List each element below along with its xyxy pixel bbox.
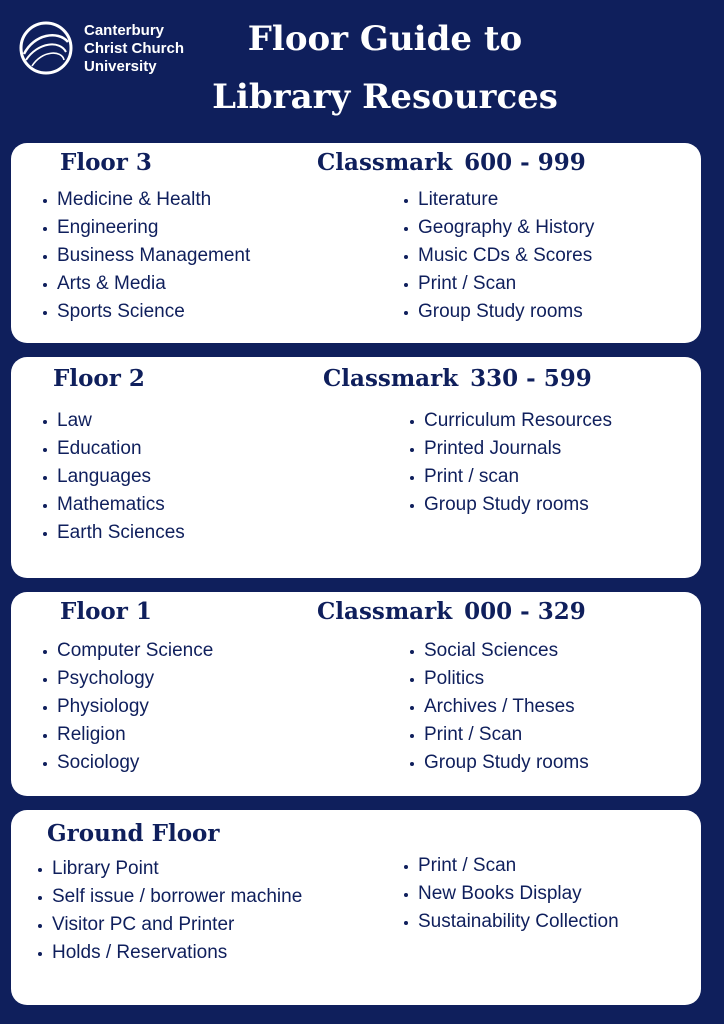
list-item: Education <box>43 435 185 463</box>
university-name-line: Canterbury <box>84 22 165 39</box>
list-item: Medicine & Health <box>43 186 250 214</box>
classmark <box>323 365 592 392</box>
floor-title: Floor 2 <box>53 365 145 392</box>
list-item: Religion <box>43 721 213 749</box>
floor-2-right-list <box>410 407 612 519</box>
floor-title: Floor 3 <box>60 149 152 176</box>
list-item: Print / Scan <box>410 721 589 749</box>
classmark-range: 330 - 599 <box>470 365 592 392</box>
list-item: Curriculum Resources <box>410 407 612 435</box>
classmark-label: Classmark <box>317 149 453 176</box>
classmark-label: Classmark <box>323 365 459 392</box>
list-item: Sports Science <box>43 298 250 326</box>
list-item: Social Sciences <box>410 637 589 665</box>
list-item: Self issue / borrower machine <box>38 883 302 911</box>
list-item: Sociology <box>43 749 213 777</box>
list-item: Holds / Reservations <box>38 939 302 967</box>
list-item: Computer Science <box>43 637 213 665</box>
list-item: Group Study rooms <box>410 491 612 519</box>
list-item: Literature <box>404 186 594 214</box>
ground-floor-card <box>11 810 701 1005</box>
list-item: Visitor PC and Printer <box>38 911 302 939</box>
list-item: Archives / Theses <box>410 693 589 721</box>
list-item: New Books Display <box>404 880 619 908</box>
list-item: Languages <box>43 463 185 491</box>
floor-title: Floor 1 <box>60 598 152 625</box>
list-item: Sustainability Collection <box>404 908 619 936</box>
list-item: Printed Journals <box>410 435 612 463</box>
list-item: Group Study rooms <box>410 749 589 777</box>
list-item: Psychology <box>43 665 213 693</box>
list-item: Business Management <box>43 242 250 270</box>
floor-3-card <box>11 143 701 343</box>
list-item: Print / Scan <box>404 852 619 880</box>
list-item: Law <box>43 407 185 435</box>
list-item: Earth Sciences <box>43 519 185 547</box>
list-item: Library Point <box>38 855 302 883</box>
list-item: Engineering <box>43 214 250 242</box>
classmark <box>317 598 586 625</box>
floor-title: Ground Floor <box>47 820 220 847</box>
list-item: Arts & Media <box>43 270 250 298</box>
classmark-label: Classmark <box>317 598 453 625</box>
university-name-line: University <box>84 58 157 75</box>
floor-2-left-list <box>43 407 185 547</box>
list-item: Group Study rooms <box>404 298 594 326</box>
list-item: Print / Scan <box>404 270 594 298</box>
classmark-range: 600 - 999 <box>464 149 586 176</box>
classmark-range: 000 - 329 <box>464 598 586 625</box>
title-line-2: Library Resources <box>212 77 558 117</box>
list-item: Mathematics <box>43 491 185 519</box>
list-item: Geography & History <box>404 214 594 242</box>
list-item: Print / scan <box>410 463 612 491</box>
list-item: Music CDs & Scores <box>404 242 594 270</box>
floor-1-card <box>11 592 701 796</box>
ground-floor-left-list <box>38 855 302 967</box>
list-item: Physiology <box>43 693 213 721</box>
floor-3-left-list <box>43 186 250 326</box>
university-logo-icon <box>18 20 74 76</box>
page-title <box>150 10 620 126</box>
floor-1-left-list <box>43 637 213 777</box>
list-item: Politics <box>410 665 589 693</box>
floor-1-right-list <box>410 637 589 777</box>
title-line-1: Floor Guide to <box>247 19 523 59</box>
floor-3-right-list <box>404 186 594 326</box>
header <box>0 0 724 140</box>
floor-2-card <box>11 357 701 578</box>
classmark <box>317 149 586 176</box>
ground-floor-right-list <box>404 852 619 936</box>
university-name-line: Christ Church <box>84 40 185 57</box>
